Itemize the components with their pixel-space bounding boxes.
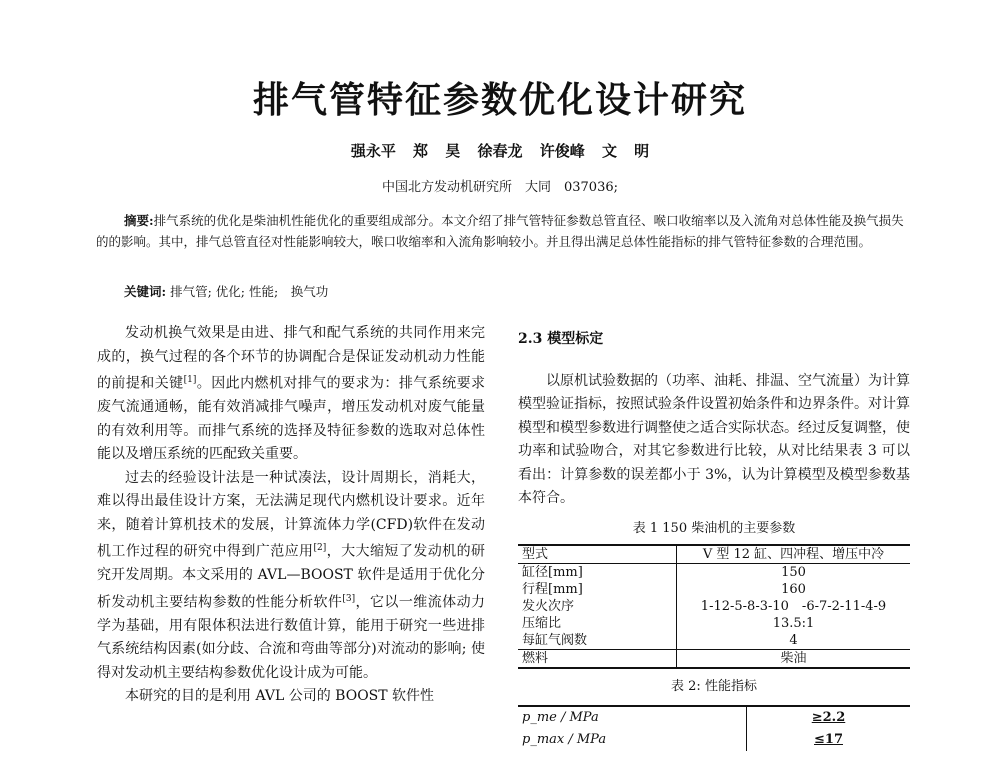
table-cell: V 型 12 缸、四冲程、增压中冷 bbox=[677, 545, 911, 564]
table2-caption: 表 2: 性能指标 bbox=[671, 679, 757, 694]
abstract-label: 摘要: bbox=[124, 213, 154, 228]
intro-text: ，它以一维流体动力学为基础，用有限体积法进行数值计算，能用于研究一些进排气系统结构因素(如分歧、合流和弯曲等部分)对流动的影响; 使得对发动机主要结构参数优化设计成为可能。 bbox=[97, 594, 486, 681]
table-row bbox=[518, 545, 910, 564]
intro-text: 过去的经验设计法是一种试凑法，设计周期长，消耗大，难以得出最佳设计方案，无法满足现代内燃机设计要求。近年来，随着计算机技术的发展，计算流体力学(CFD)软件在发动机工作过程的研究中得到广范应用 bbox=[97, 469, 485, 560]
table-cell: 150 bbox=[781, 565, 806, 580]
table-cell: 13.5:1 bbox=[772, 616, 815, 631]
table-row bbox=[518, 581, 910, 598]
table-row bbox=[518, 632, 910, 650]
calibration-paragraph: 以原机试验数据的（功率、油耗、排温、空气流量）为计算模型验证指标，按照试验条件设置初始条件和边界条件。对计算模型和模型参数进行调整使之适合实际状态。经过反复调整，使功率和试验吻合，对其它参数进行比较，从对比结果表 3 可以看出：计算参数的误差都小于 3%，认为计算模型及模型参数基本符合。 bbox=[518, 372, 910, 506]
table-cell: ≤17 bbox=[814, 731, 843, 747]
table-cell: 型式 bbox=[518, 545, 677, 564]
citation-3: [3] bbox=[342, 593, 356, 604]
author-list: 强永平 郑 昊 徐春龙 许俊峰 文 明 bbox=[350, 142, 650, 160]
performance-table bbox=[518, 705, 910, 751]
table-cell: 1-12-5-8-3-10 -6-7-2-11-4-9 bbox=[700, 599, 887, 614]
abstract bbox=[96, 210, 916, 252]
affiliation: 中国北方发动机研究所 大同 037036; bbox=[381, 180, 618, 195]
table-cell: 缸径[mm] bbox=[518, 564, 677, 582]
table-cell: 燃料 bbox=[518, 650, 677, 669]
keywords-label: 关键词: bbox=[124, 284, 167, 299]
intro-paragraph-1 bbox=[97, 322, 485, 467]
abstract-text: 排气系统的优化是柴油机性能优化的重要组成部分。本文介绍了排气管特征参数总管直径、喉口收缩率以及入流角对总体性能及换气损失的的影响。其中，排气总管直径对性能影响较大，喉口收缩率和入流角影响较小。并且得出满足总体性能指标的排气管特征参数的合理范围。 bbox=[96, 213, 904, 249]
keywords-text: 排气管; 优化; 性能; 换气功 bbox=[170, 284, 329, 299]
keywords bbox=[124, 282, 904, 300]
table-row bbox=[518, 729, 910, 751]
table-cell: ≥2.2 bbox=[811, 709, 846, 725]
intro-text: 。因此内燃机对排气的要求为：排气系统要求废气流通通畅，能有效消减排气噪声，增压发动机对废气能量的有效利用等。而排气系统的选择及特征参数的选取对总体性能以及增压系统的匹配致关重要。 bbox=[97, 375, 486, 463]
table-cell: 每缸气阀数 bbox=[518, 632, 677, 650]
right-column bbox=[518, 328, 910, 751]
table-cell: p_max / MPa bbox=[518, 729, 747, 751]
table-cell: 160 bbox=[781, 582, 806, 597]
citation-1: [1] bbox=[183, 375, 197, 385]
table-cell: 柴油 bbox=[677, 650, 911, 669]
intro-text: 发动机换气效果是由进、排气和配气系统的共同作用来完成的，换气过程的各个环节的协调配合是保证发动机动力性能的前提和关键 bbox=[97, 325, 485, 392]
table-cell: p_me / MPa bbox=[518, 706, 747, 729]
table-row bbox=[518, 706, 910, 729]
intro-paragraph-2 bbox=[97, 467, 485, 686]
table1-caption: 表 1 150 柴油机的主要参数 bbox=[632, 520, 796, 536]
paper-title: 排气管特征参数优化设计研究 bbox=[252, 80, 747, 121]
left-column bbox=[97, 322, 485, 709]
citation-2: [2] bbox=[313, 543, 327, 554]
engine-parameters-table bbox=[518, 544, 910, 669]
intro-paragraph-3: 本研究的目的是利用 AVL 公司的 BOOST 软件性 bbox=[125, 688, 435, 705]
table-row bbox=[518, 598, 910, 615]
table-cell: 4 bbox=[789, 633, 798, 648]
table-cell: 压缩比 bbox=[518, 615, 677, 632]
intro-text: ，大大缩短了发动机的研究开发周期。本文采用的 AVL—BOOST 软件是适用于优化分析发动机主要结构参数的性能分析软件 bbox=[97, 543, 486, 611]
table-cell: 发火次序 bbox=[518, 598, 677, 615]
section-heading: 2.3 模型标定 bbox=[518, 331, 604, 347]
table-row bbox=[518, 564, 910, 582]
table-cell: 行程[mm] bbox=[518, 581, 677, 598]
table-row bbox=[518, 615, 910, 632]
table-row bbox=[518, 650, 910, 669]
